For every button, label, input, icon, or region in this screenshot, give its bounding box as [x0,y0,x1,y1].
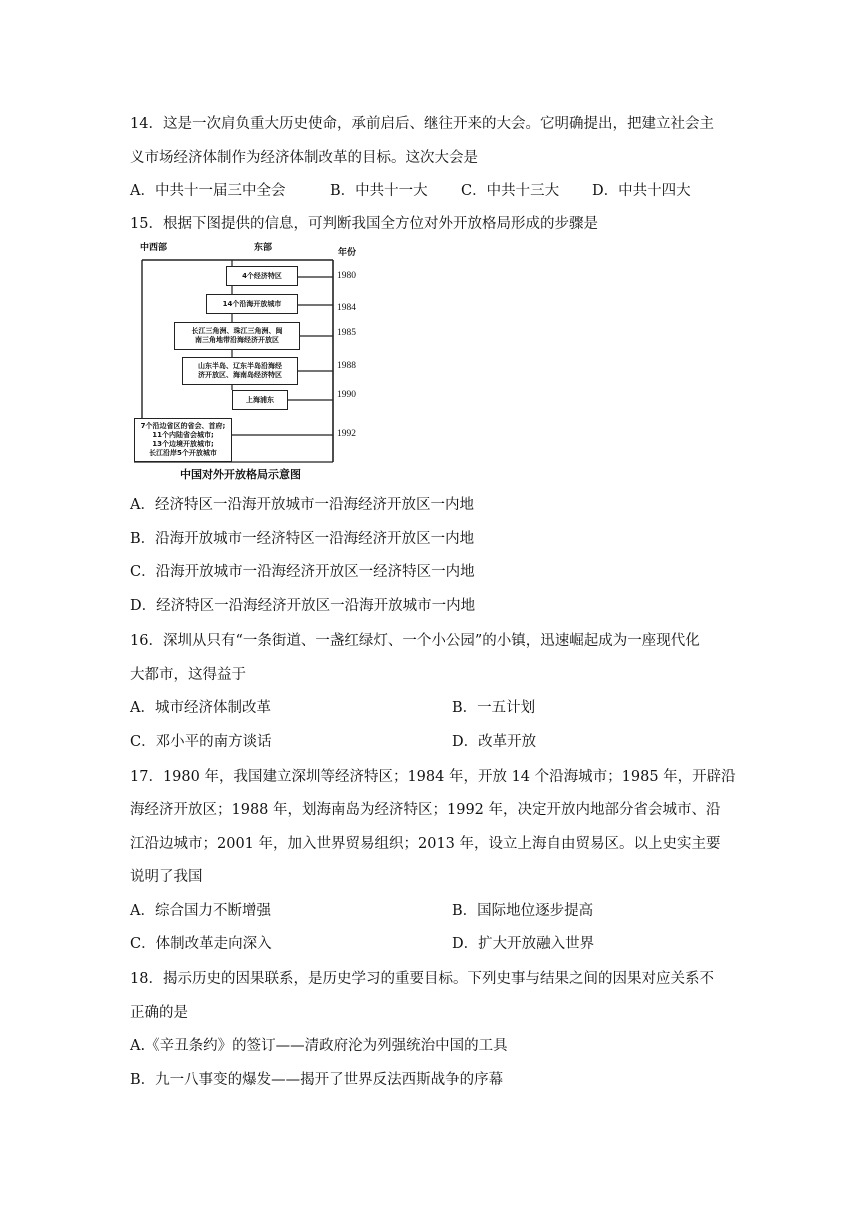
q17-stem-line1: 17．1980 年，我国建立深圳等经济特区；1984 年，开放 14 个沿海城市；1985 年，开辟沿 [130,769,736,785]
q15-stem: 15．根据下图提供的信息，可判断我国全方位对外开放格局形成的步骤是 [130,216,598,232]
year-1988: 1988 [337,361,356,371]
box-delta-open-zones [174,322,300,350]
q17-option-d[interactable]: D．扩大开放融入世界 [452,936,595,952]
q17-stem-line2: 海经济开放区；1988 年，划海南岛为经济特区；1992 年，决定开放内地部分省会城市、沿 [130,802,721,818]
header-west: 中西部 [140,243,168,253]
q14-option-c[interactable]: C．中共十三大 [461,183,560,199]
box-pudong [232,390,288,410]
q14-option-a[interactable]: A．中共十一届三中全会 [130,183,286,199]
q14-stem-line2: 义市场经济体制作为经济体制改革的目标。这次大会是 [130,150,478,166]
year-1992: 1992 [337,429,356,439]
box-4-line-2: 济开放区、海南岛经济特区 [198,371,282,379]
q16-option-c[interactable]: C．邓小平的南方谈话 [130,734,272,750]
q16-option-b[interactable]: B．一五计划 [452,700,536,716]
q14-option-d[interactable]: D．中共十四大 [592,183,691,199]
q17-option-a[interactable]: A．综合国力不断增强 [130,903,271,919]
box-6-line-3: 13个边境开放城市; [152,440,214,448]
box-6-line-1: 7个沿边省区的省会、首府; [140,422,226,430]
year-1980: 1980 [337,271,356,281]
header-year: 年份 [338,248,357,258]
box-2-line-1: 14个沿海开放城市 [222,299,282,308]
q18-stem-line2: 正确的是 [130,1005,188,1021]
year-1984: 1984 [337,303,356,313]
q17-stem-line4: 说明了我国 [130,869,203,885]
q16-stem-line2: 大都市，这得益于 [130,667,246,683]
q15-option-b[interactable]: B．沿海开放城市一经济特区一沿海经济开放区一内地 [130,531,475,547]
box-inland-border-cities [134,418,232,462]
q17-stem-line3: 江沿边城市；2001 年，加入世界贸易组织；2013 年，设立上海自由贸易区。以上史实主要 [130,836,721,852]
box-special-zones [226,266,298,286]
header-east: 东部 [254,243,273,253]
q15-option-d[interactable]: D．经济特区一沿海经济开放区一沿海开放城市一内地 [130,598,476,614]
q16-stem-line1: 16．深圳从只有“一条街道、一盏红绿灯、一个小公园”的小镇，迅速崛起成为一座现代化 [130,633,700,649]
opening-up-diagram [128,240,368,485]
q18-option-a[interactable]: A.《辛丑条约》的签订——清政府沦为列强统治中国的工具 [130,1038,508,1054]
box-6-line-2: 11个内陆省会城市; [152,431,214,439]
box-3-line-1: 长江三角洲、珠江三角洲、闽 [191,327,283,335]
box-3-line-2: 南三角地带沿海经济开放区 [195,336,279,344]
box-coastal-cities [206,294,298,314]
q14-stem-line1: 14．这是一次肩负重大历史使命，承前启后、继往开来的大会。它明确提出，把建立社会主 [130,116,714,132]
box-5-line-1: 上海浦东 [246,395,274,404]
q16-option-a[interactable]: A．城市经济体制改革 [130,700,271,716]
diagram-caption: 中国对外开放格局示意图 [180,468,301,481]
q18-option-b[interactable]: B．九一八事变的爆发——揭开了世界反法西斯战争的序幕 [130,1072,504,1088]
box-6-line-4: 长江沿岸5个开放城市 [149,449,217,457]
box-1-line-1: 4个经济特区 [242,271,282,280]
q17-option-c[interactable]: C．体制改革走向深入 [130,936,272,952]
q18-stem-line1: 18．揭示历史的因果联系，是历史学习的重要目标。下列史事与结果之间的因果对应关系不 [130,971,714,987]
year-1985: 1985 [337,328,356,338]
q14-option-b[interactable]: B．中共十一大 [330,183,428,199]
box-peninsula-open-zones [182,357,298,385]
q16-option-d[interactable]: D．改革开放 [452,734,537,750]
q15-option-a[interactable]: A．经济特区一沿海开放城市一沿海经济开放区一内地 [130,497,474,513]
q17-option-b[interactable]: B．国际地位逐步提高 [452,903,594,919]
box-4-line-1: 山东半岛、辽东半岛沿海经 [198,362,282,370]
year-1990: 1990 [337,390,356,400]
q15-option-c[interactable]: C．沿海开放城市一沿海经济开放区一经济特区一内地 [130,564,475,580]
